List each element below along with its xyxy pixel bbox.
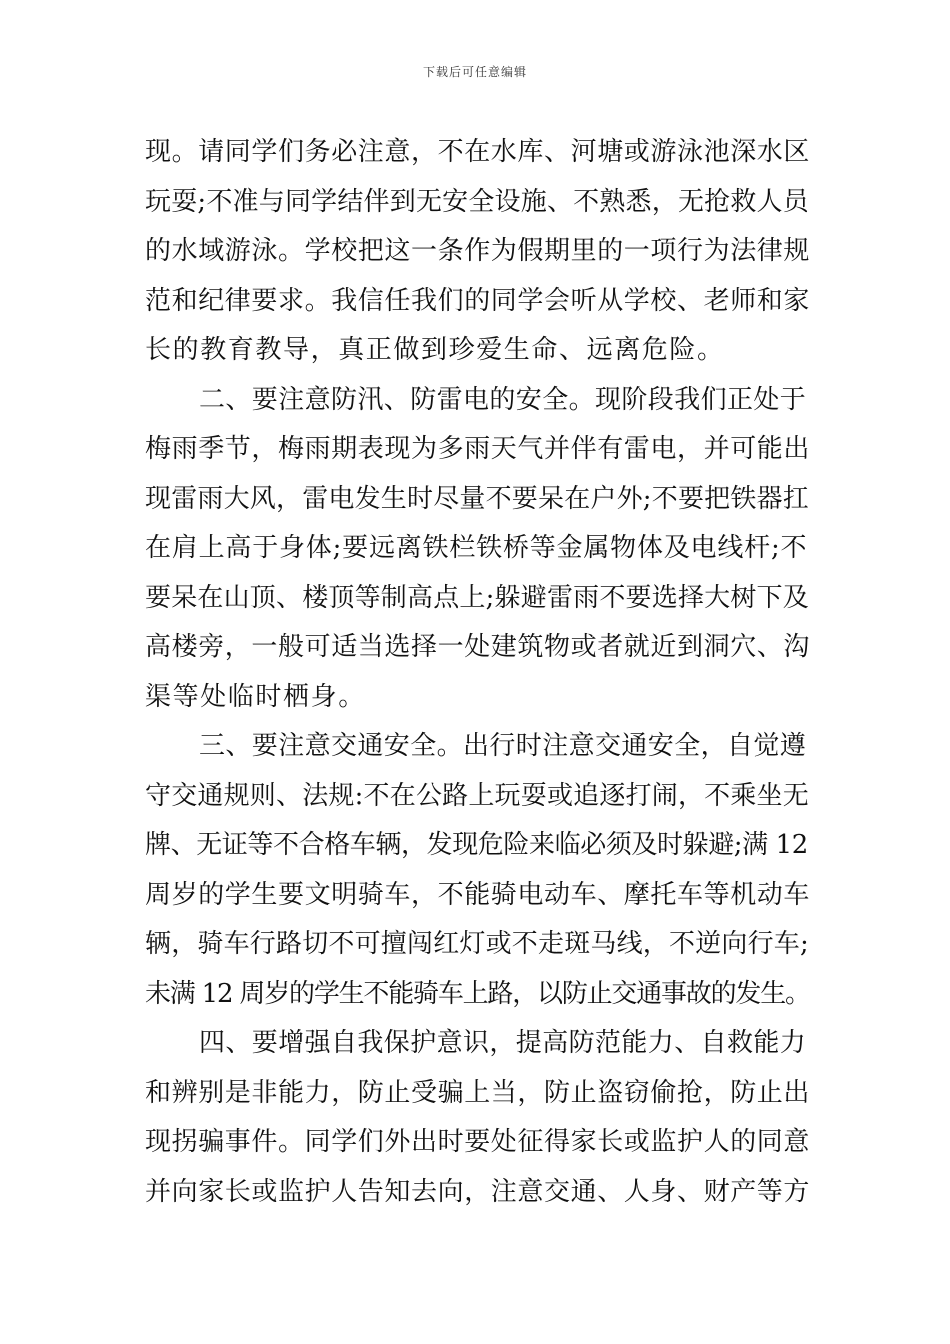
text-line: 周岁的学生要文明骑车，不能骑电动车、摩托车等机动车: [145, 879, 811, 910]
text-line: 守交通规则、法规:不在公路上玩耍或追逐打闹，不乘坐无: [145, 780, 809, 811]
text-line: 渠等处临时栖身。: [145, 681, 366, 712]
document-body: [145, 128, 810, 1217]
paragraph-start-line: 四、要增强自我保护意识，提高防范能力、自救能力: [199, 1028, 807, 1058]
text-line: 范和纪律要求。我信任我们的同学会听从学校、老师和家: [145, 285, 811, 316]
text-line: 玩耍;不准与同学结伴到无安全设施、不熟悉，无抢救人员: [145, 186, 809, 217]
text-line: 的水域游泳。学校把这一条作为假期里的一项行为法律规: [145, 236, 811, 266]
text-line: 长的教育教导，真正做到珍爱生命、远离危险。: [145, 335, 725, 365]
paragraph-start-line: 三、要注意交通安全。出行时注意交通安全，自觉遵: [199, 731, 807, 761]
text-line: 现拐骗事件。同学们外出时要处征得家长或监护人的同意: [145, 1127, 811, 1157]
text-line: 未满 12 周岁的学生不能骑车上路，以防止交通事故的发生。: [145, 978, 810, 1009]
text-line: 在肩上高于身体;要远离铁栏铁桥等金属物体及电线杆;不: [145, 533, 808, 563]
page-header: 下载后可任意编辑: [422, 65, 527, 79]
text-line: 辆，骑车行路切不可擅闯红灯或不走斑马线，不逆向行车;: [145, 929, 809, 959]
text-line: 现雷雨大风，雷电发生时尽量不要呆在户外;不要把铁器扛: [145, 483, 809, 514]
text-line: 要呆在山顶、楼顶等制高点上;躲避雷雨不要选择大树下及: [145, 582, 809, 613]
text-line: 和辨别是非能力，防止受骗上当，防止盗窃偷抢，防止出: [145, 1077, 811, 1108]
text-line: 现。请同学们务必注意，不在水库、河塘或游泳池深水区: [145, 137, 811, 167]
text-line: 牌、无证等不合格车辆，发现危险来临必须及时躲避;满 12: [145, 830, 808, 860]
paragraph-start-line: 二、要注意防汛、防雷电的安全。现阶段我们正处于: [199, 384, 807, 415]
text-line: 高楼旁，一般可适当选择一处建筑物或者就近到洞穴、沟: [145, 632, 811, 662]
text-line: 并向家长或监护人告知去向，注意交通、人身、财产等方: [145, 1176, 811, 1207]
text-line: 梅雨季节，梅雨期表现为多雨天气并伴有雷电，并可能出: [145, 434, 811, 464]
